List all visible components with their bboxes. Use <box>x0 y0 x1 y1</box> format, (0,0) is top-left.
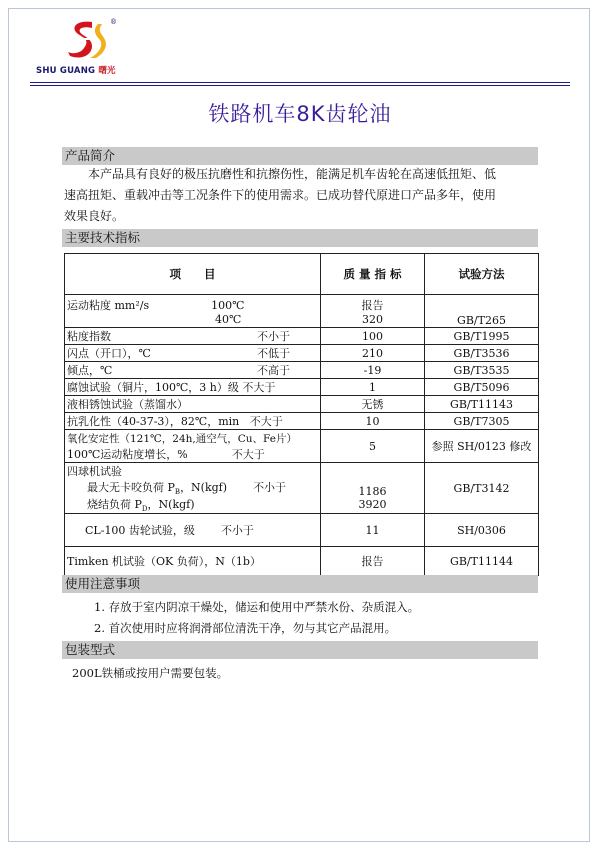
method: GB/T265 <box>425 295 539 328</box>
table-row <box>65 547 539 576</box>
item-name: 腐蚀试验（铜片，100℃，3 h）级 <box>67 381 239 394</box>
item-name: 运动粘度 mm²/s 100℃ <box>67 298 245 312</box>
table-row <box>65 413 539 430</box>
item-name: 粘度指数 <box>67 330 111 343</box>
page-title: 铁路机车8K齿轮油 <box>208 102 392 126</box>
value: 3920 <box>358 498 387 512</box>
company-logo <box>36 18 136 78</box>
intro-paragraph <box>64 164 538 227</box>
table-row <box>65 396 539 413</box>
intro-line: 效果良好。 <box>64 209 125 223</box>
item-name: 氧化安定性（121℃，24h,通空气，Cu、Fe片） <box>67 432 297 445</box>
method: GB/T3536 <box>425 345 539 362</box>
item-name: 液相锈蚀试验（蒸馏水） <box>65 396 321 413</box>
value: 210 <box>321 345 425 362</box>
header-rule <box>30 82 570 83</box>
item-limit: 不小于 <box>253 481 287 494</box>
item-name: Timken 机试验（OK 负荷），N（1b） <box>65 547 321 576</box>
value: 5 <box>321 430 425 463</box>
spec-table <box>64 253 539 576</box>
table-row <box>65 514 539 547</box>
item-limit: 不低于 <box>257 347 290 360</box>
table-row <box>65 430 539 463</box>
item-limit: 不小于 <box>220 524 254 538</box>
brand-name <box>36 64 136 76</box>
item-limit: 不大于 <box>249 415 283 428</box>
item-limit: 不大于 <box>231 447 265 461</box>
value: 1186 <box>358 485 387 499</box>
method: GB/T3142 <box>425 463 539 514</box>
section-heading-specs: 主要技术指标 <box>62 229 538 247</box>
packaging-text: 200L铁桶或按用户需要包装。 <box>72 666 229 680</box>
item-sub: 烧结负荷 P <box>87 498 142 512</box>
value: 11 <box>321 514 425 547</box>
table-row <box>65 295 539 328</box>
section-heading-packaging: 包装型式 <box>62 641 538 659</box>
item-limit: 不大于 <box>242 381 276 394</box>
col-header-method: 试验方法 <box>425 254 539 295</box>
section-heading-intro: 产品简介 <box>62 147 538 165</box>
value: 报告 <box>361 298 384 312</box>
item-name: 倾点，℃ <box>67 364 113 377</box>
method: SH/0306 <box>425 514 539 547</box>
table-row: 四球机试验 最大无卡咬负荷 $P_B$，N(kgf) 不小于 烧结负荷 $P_D$，N(kgf) 1186 3920 GB/T3142 <box>65 463 539 514</box>
item-name: 四球机试验 <box>67 465 122 478</box>
value: -19 <box>321 362 425 379</box>
item-name: 抗乳化性（40-37-3），82℃，min <box>67 415 240 428</box>
table-row <box>65 328 539 345</box>
item-sub: 最大无卡咬负荷 P <box>87 481 175 494</box>
shuguang-s-logo-icon <box>62 18 108 60</box>
value: 无锈 <box>321 396 425 413</box>
table-row <box>65 345 539 362</box>
usage-note: 2. 首次使用时应将润滑部位清洗干净，勿与其它产品混用。 <box>94 621 397 635</box>
item-limit: 不小于 <box>257 330 290 343</box>
item-limit: 不高于 <box>257 364 290 377</box>
table-header-row <box>65 254 539 295</box>
method: GB/T5096 <box>425 379 539 396</box>
method: 参照 SH/0123 修改 <box>425 430 539 463</box>
value: 1 <box>321 379 425 396</box>
method: GB/T11143 <box>425 396 539 413</box>
table-row <box>65 379 539 396</box>
intro-line: 本产品具有良好的极压抗磨性和抗擦伤性，能满足机车齿轮在高速低扭矩、低 <box>88 167 497 181</box>
item-sub: 40℃ <box>215 312 242 326</box>
method: GB/T3535 <box>425 362 539 379</box>
item-sub: 100℃运动粘度增长，% <box>67 447 188 461</box>
registered-mark: ® <box>110 18 117 26</box>
col-header-item: 项 目 <box>65 254 321 295</box>
item-name: CL-100 齿轮试验，级 <box>85 524 195 538</box>
value: 100 <box>321 328 425 345</box>
method: GB/T7305 <box>425 413 539 430</box>
section-heading-usage: 使用注意事项 <box>62 575 538 593</box>
value: 报告 <box>321 547 425 576</box>
brand-name-en: SHU GUANG <box>36 66 96 76</box>
brand-name-cn: 曙光 <box>98 66 116 76</box>
header-rule-second <box>30 85 570 86</box>
item-name: 闪点（开口），℃ <box>67 347 151 360</box>
table-row <box>65 362 539 379</box>
method: GB/T1995 <box>425 328 539 345</box>
col-header-value: 质 量 指 标 <box>321 254 425 295</box>
method: GB/T11144 <box>425 547 539 576</box>
value: 10 <box>321 413 425 430</box>
value: 320 <box>362 312 383 326</box>
intro-line: 速高扭矩、重载冲击等工况条件下的使用需求。已成功替代原进口产品多年，使用 <box>64 188 497 202</box>
usage-note: 1. 存放于室内阴凉干燥处，储运和使用中严禁水份、杂质混入。 <box>94 600 420 614</box>
